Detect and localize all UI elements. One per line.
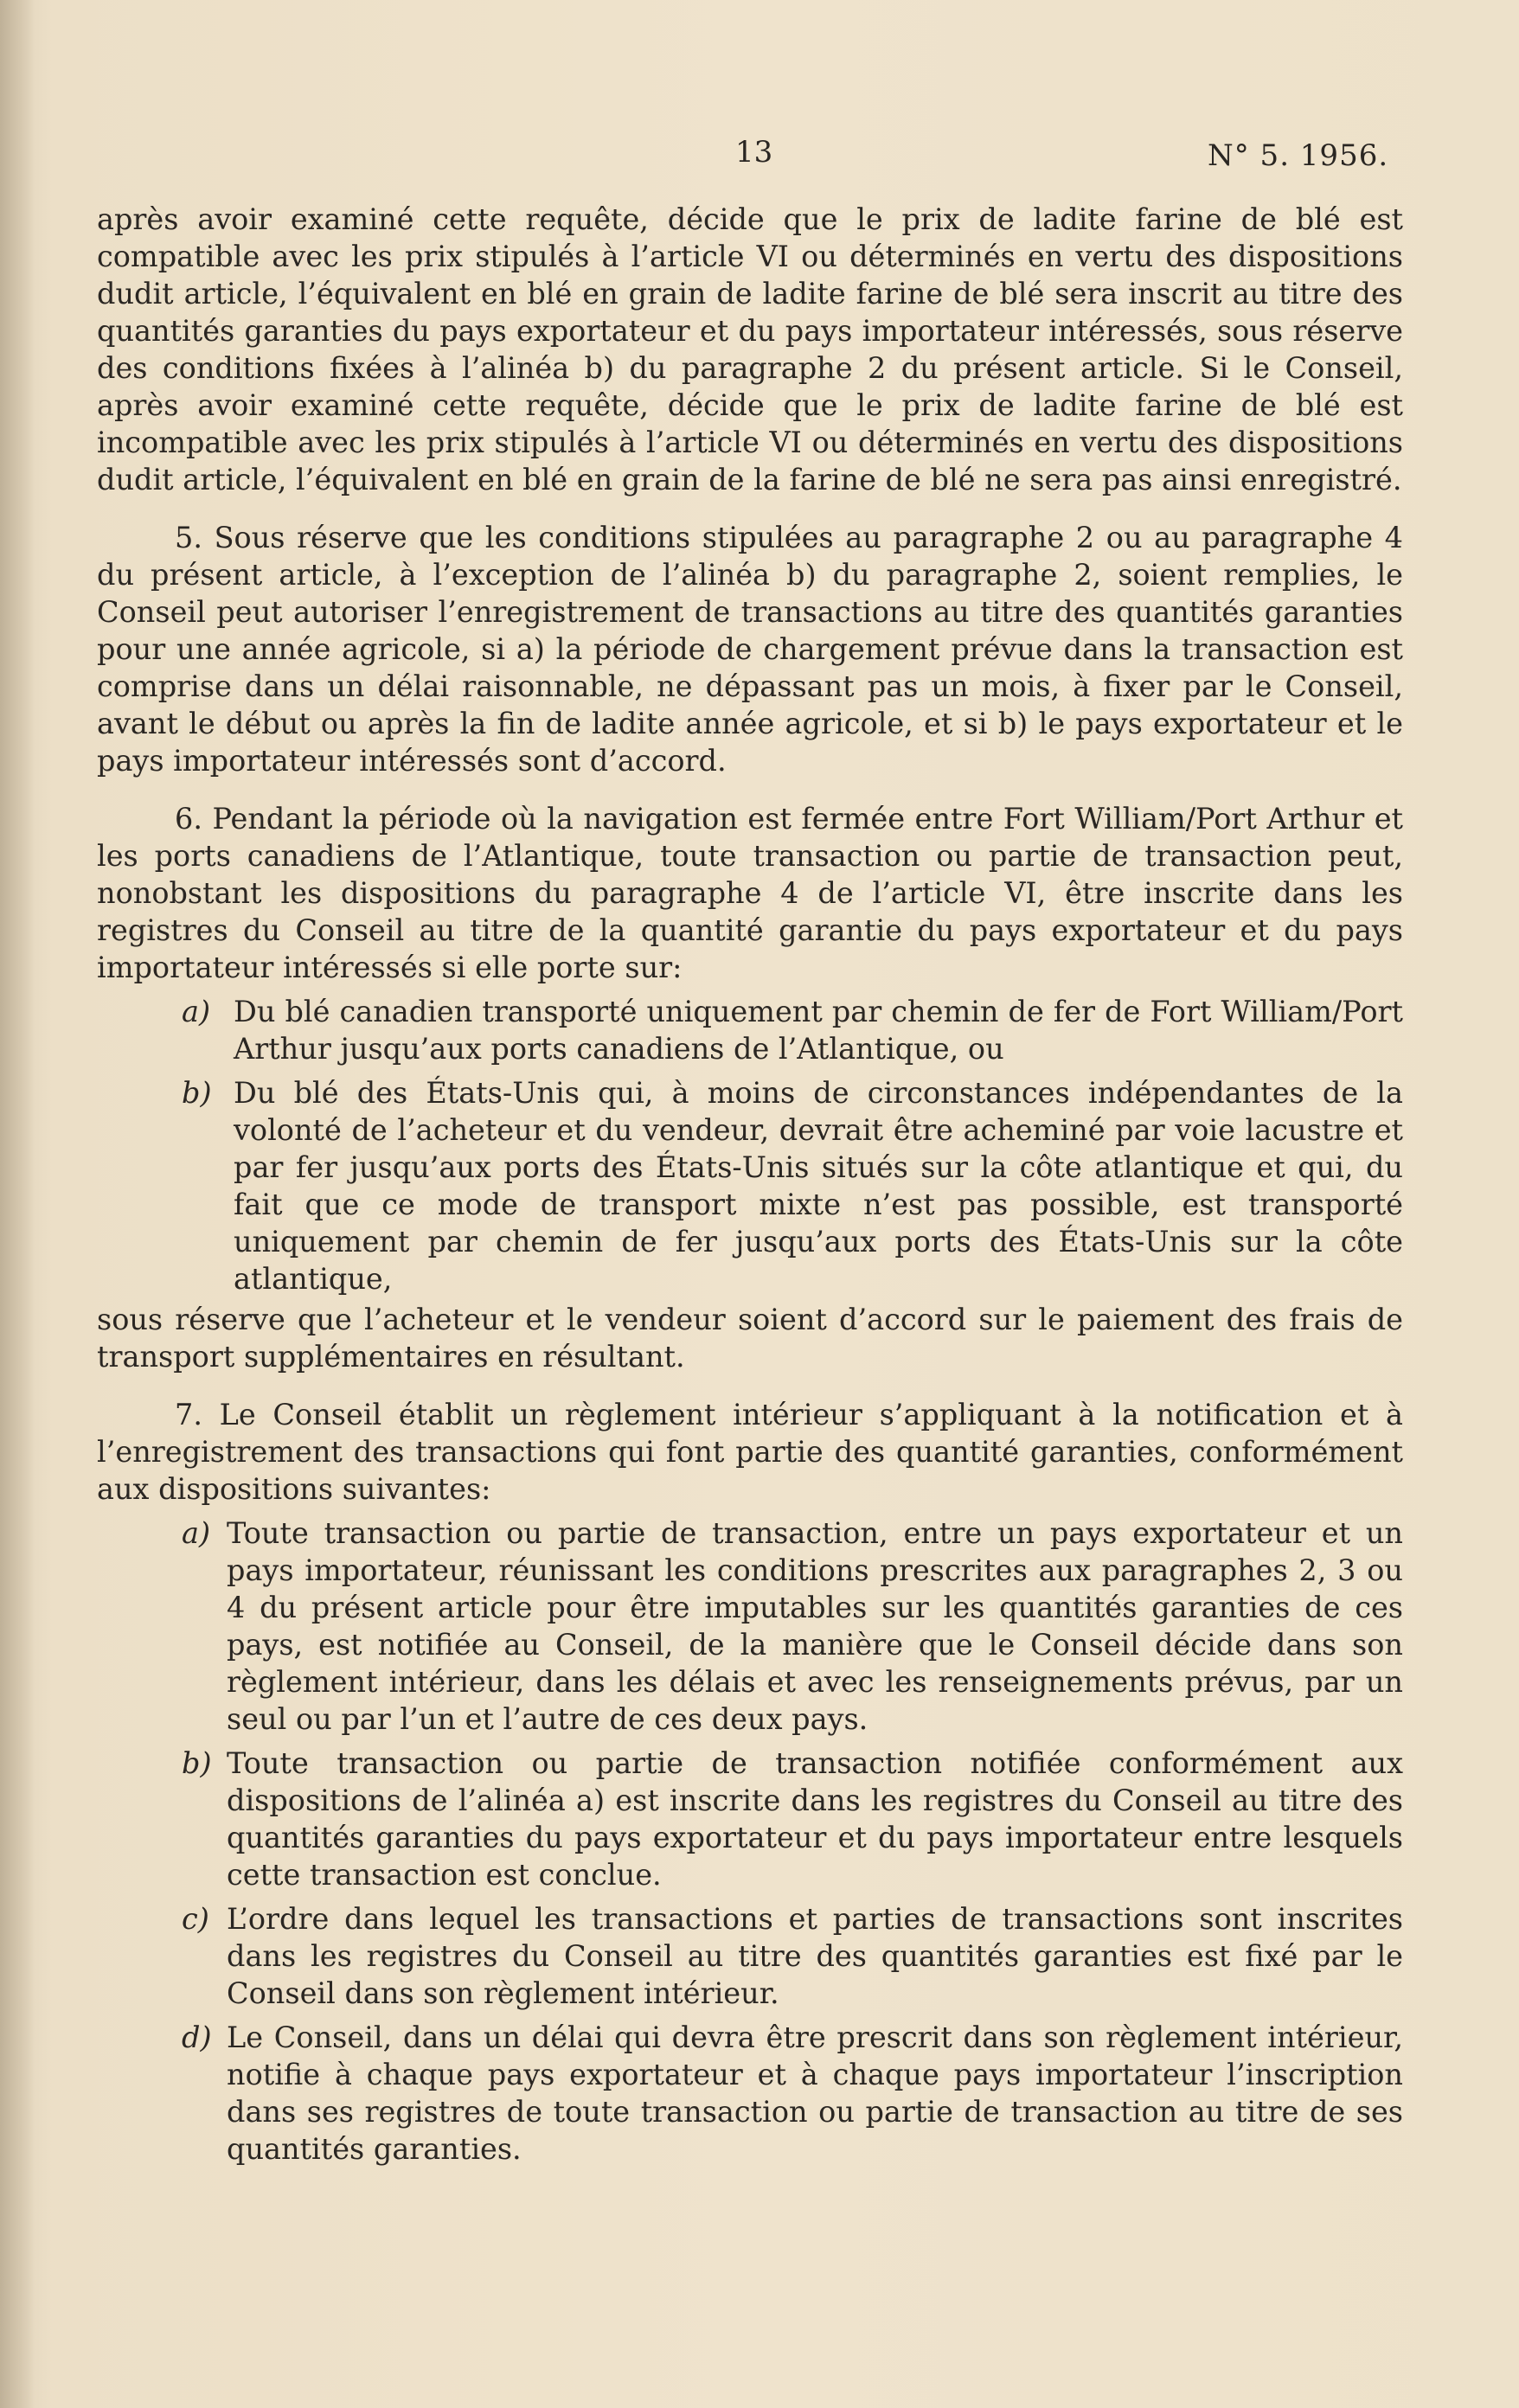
- list-item-text: L’ordre dans lequel les transactions et parties de transactions sont inscrites dans les registres du Conseil au titre des quantités garanties est fixé par le Conseil dans son règlement intérieur.: [227, 1902, 1403, 2010]
- list-item: [97, 1515, 1403, 1738]
- paragraph-5: 5. Sous réserve que les conditions stipulées au paragraphe 2 ou au paragraphe 4 du présent article, à l’exception de l’alinéa b) du paragraphe 2, soient remplies, le Conseil peut autoriser l’enregistrement de transactions au titre des quantités garanties pour une année agricole, si a) la période de chargement prévue dans la transaction est comprise dans un délai raisonnable, ne dépassant pas un mois, à fixer par le Conseil, avant le début ou après la fin de ladite année agricole, et si b) le pays exportateur et le pays importateur intéressés sont d’accord.: [97, 521, 1403, 778]
- list-item-text: Le Conseil, dans un délai qui devra être prescrit dans son règlement intérieur, notifie à chaque pays exportateur et à chaque pays importateur l’inscription dans ses registres de toute transaction ou partie de transaction au titre de ses quantités garanties.: [227, 2021, 1403, 2166]
- document-body: [97, 201, 1403, 2168]
- list-item: [97, 993, 1403, 1067]
- list-item: [97, 1745, 1403, 1893]
- paragraph-7-intro: 7. Le Conseil établit un règlement intérieur s’appliquant à la notification et à l’enregistrement des transactions qui font partie des quantité garanties, conformément aux dispositions suivantes:: [97, 1398, 1403, 1506]
- list-item: [97, 1074, 1403, 1297]
- page-header: [0, 135, 1519, 173]
- list-item-text: Toute transaction ou partie de transaction, entre un pays exportateur et un pays importateur, réunissant les conditions prescrites aux paragraphes 2, 3 ou 4 du présent article pour être imputables sur les quantités garanties de ces pays, est notifiée au Conseil, de la manière que le Conseil décide dans son règlement intérieur, dans les délais et avec les renseignements prévus, par un seul ou par l’un et l’autre de ces deux pays.: [227, 1516, 1403, 1736]
- list-item-label: d): [182, 2021, 212, 2054]
- book-spine-shadow: [0, 0, 35, 2408]
- paragraph-7-list: [97, 1515, 1403, 2168]
- list-item-text: Toute transaction ou partie de transaction notifiée conformément aux dispositions de l’alinéa a) est inscrite dans les registres du Conseil au titre des quantités garanties du pays exportateur et du pays importateur entre lesquels cette transaction est conclue.: [227, 1746, 1403, 1892]
- page-number: 13: [735, 135, 773, 170]
- list-item: [97, 1900, 1403, 2012]
- list-item-label: b): [182, 1076, 212, 1110]
- paragraph-6-list: [97, 993, 1403, 1297]
- list-item-text: Du blé canadien transporté uniquement par chemin de fer de Fort William/Port Arthur jusqu’aux ports canadiens de l’Atlantique, ou: [234, 995, 1403, 1066]
- paragraph-6-intro: 6. Pendant la période où la navigation est fermée entre Fort William/Port Arthur et les ports canadiens de l’Atlantique, toute transaction ou partie de transaction peut, nonobstant les dispositions du paragraphe 4 de l’article VI, être inscrite dans les registres du Conseil au titre de la quantité garantie du pays exportateur et du pays importateur intéressés si elle porte sur:: [97, 802, 1403, 984]
- paragraph-6-continuation: sous réserve que l’acheteur et le vendeur soient d’accord sur le paiement des frais de transport supplémentaires en résultant.: [97, 1303, 1403, 1374]
- document-reference: N° 5. 1956.: [1208, 138, 1389, 173]
- list-item-text: Du blé des États-Unis qui, à moins de circonstances indépendantes de la volonté de l’acheteur et du vendeur, devrait être acheminé par voie lacustre et par fer jusqu’aux ports des États-Unis situés sur la côte atlantique et qui, du fait que ce mode de transport mixte n’est pas possible, est transporté uniquement par chemin de fer jusqu’aux ports des États-Unis sur la côte atlantique,: [234, 1076, 1403, 1296]
- list-item-label: b): [182, 1746, 212, 1780]
- list-item-label: a): [182, 1516, 211, 1550]
- paragraph-4-continuation: après avoir examiné cette requête, décide que le prix de ladite farine de blé est compatible avec les prix stipulés à l’article VI ou déterminés en vertu des dispositions dudit article, l’équivalent en blé en grain de ladite farine de blé sera inscrit au titre des quantités garanties du pays exportateur et du pays importateur intéressés, sous réserve des conditions fixées à l’alinéa b) du paragraphe 2 du présent article. Si le Conseil, après avoir examiné cette requête, décide que le prix de ladite farine de blé est incompatible avec les prix stipulés à l’article VI ou déterminés en vertu des dispositions dudit article, l’équivalent en blé en grain de la farine de blé ne sera pas ainsi enregistré.: [97, 202, 1403, 496]
- list-item-label: c): [182, 1902, 209, 1936]
- list-item-label: a): [182, 995, 211, 1028]
- list-item: [97, 2019, 1403, 2168]
